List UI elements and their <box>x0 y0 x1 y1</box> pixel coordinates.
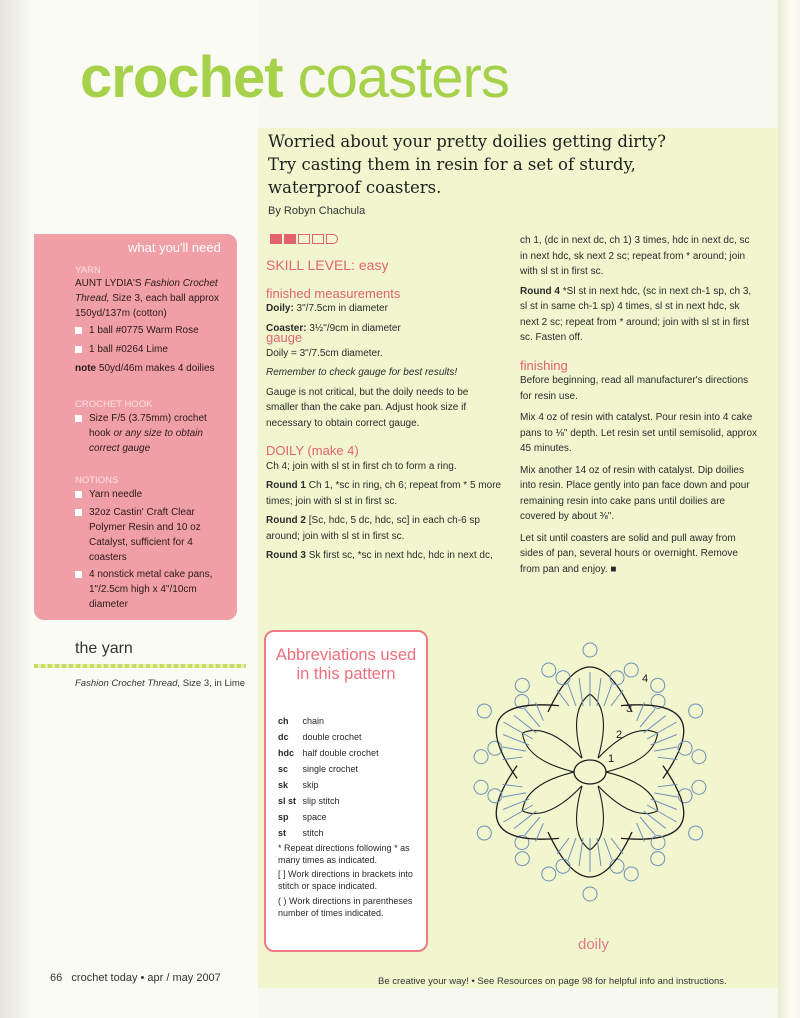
round-label: 1 <box>608 753 615 765</box>
doily-heading: DOILY (make 4) <box>266 443 359 458</box>
skill-level-box <box>312 234 324 244</box>
pattern-column-2 <box>520 233 758 577</box>
page-fold <box>0 0 34 1018</box>
page-number: 66 <box>50 972 63 984</box>
round-label: 4 <box>642 673 649 685</box>
picot-loop <box>624 663 638 677</box>
notion-item: Yarn needle <box>75 487 230 502</box>
stitch-mark <box>597 838 601 866</box>
stitch-mark <box>636 817 659 835</box>
picot-loop <box>553 857 572 876</box>
abbreviation-note: ( ) Work directions in parentheses number of times indicated. <box>278 896 413 918</box>
footer-tagline: Be creative your way! • See Resources on page 98 for helpful info and instructions. <box>378 976 727 987</box>
finishing-para: Mix 4 oz of resin with catalyst. Pour resin into 4 cake pans to ⅛" depth. Let resin set until semisolid, approx 45 minutes. <box>520 412 758 454</box>
skill-level-box <box>326 234 338 244</box>
abbreviation-row: hdc half double crochet <box>278 748 379 758</box>
yarn-item: 1 ball #0775 Warm Rose <box>75 323 230 338</box>
hook-label: CROCHET HOOK <box>75 399 153 410</box>
notion-item: 32oz Castin' Craft Clear Polymer Resin and 10 oz Catalyst, sufficient for 4 coasters <box>75 505 225 565</box>
finishing-para: Mix another 14 oz of resin with catalyst. Dip doilies into resin. Place gently into pan face down and pour remaining resin into cake pans until doilies are covered by about ⅜". <box>520 464 750 522</box>
picot-loop <box>475 701 494 720</box>
stitch-mark <box>651 795 677 812</box>
stitch-mark <box>521 709 544 727</box>
abbreviation-row: sk skip <box>278 780 319 790</box>
abbreviation-row: sc single crochet <box>278 764 359 774</box>
abbreviations-title: Abbreviations used in this pattern <box>275 646 417 683</box>
picot-loop <box>553 668 572 687</box>
yarn-note: note 50yd/46m makes 4 doilies <box>75 363 215 374</box>
picot-loop <box>624 867 638 881</box>
doily-petal <box>515 786 665 901</box>
yarn-divider <box>34 664 246 668</box>
round-2: Round 2 [Sc, hdc, 5 dc, hdc, sc] in each ch-6 sp around; join with sl st in first sc. <box>266 515 480 542</box>
stitch-mark <box>503 731 529 748</box>
stitch-mark <box>503 740 526 758</box>
notions-label: NOTIONS <box>75 475 119 486</box>
doily-petal <box>565 642 740 830</box>
round-3-continued: ch 1, (dc in next dc, ch 1) 3 times, hdc in next dc, sc in next hdc, sk next 2 sc; repeat from * around; join with sl st in first sc. <box>520 235 750 277</box>
gauge-heading-text: gauge <box>266 330 303 345</box>
picot-loop <box>607 668 626 687</box>
gauge-reminder: Remember to check gauge for best results! <box>266 367 458 378</box>
stitch-mark <box>651 731 677 748</box>
materials-heading: what you'll need <box>128 240 221 255</box>
skill-level-box <box>284 234 296 244</box>
skill-level-box <box>298 234 310 244</box>
stitch-mark <box>502 749 522 767</box>
yarn-caption: Fashion Crochet Thread, Size 3, in Lime <box>75 678 246 689</box>
abbreviation-row: ch chain <box>278 716 325 726</box>
stitch-mark <box>521 817 544 835</box>
round-4: Round 4 *Sl st in next hdc, (sc in next ch-1 sp, ch 3, sl st in same ch-1 sp) 4 times, sl st in next hdc, sk next 2 sc; repeat from * around; join with sl st in first sc. Fasten off. <box>520 285 752 343</box>
picot-loop <box>542 867 556 881</box>
stitch-mark <box>654 786 677 804</box>
page-edge <box>778 0 800 1018</box>
pattern-column-1 <box>266 258 502 564</box>
stitch-mark <box>579 678 583 706</box>
picot-loop <box>542 663 556 677</box>
round-1: Round 1 Ch 1, *sc in ring, ch 6; repeat from * 5 more times; join with sl st in first sc. <box>266 480 502 507</box>
footer-folio <box>50 972 221 984</box>
doily-petal <box>441 642 616 830</box>
picot-loop <box>583 643 597 657</box>
round-3: Round 3 Sk first sc, *sc in next hdc, hdc in next dc, <box>266 550 493 561</box>
yarn-description: AUNT LYDIA'S Fashion Crochet Thread, Size 3, each ball approx 150yd/137m (cotton) <box>75 278 219 319</box>
diagram-petals <box>441 642 740 901</box>
stitch-mark <box>658 749 678 767</box>
finishing-heading: finishing <box>520 357 568 373</box>
stitch-mark <box>597 678 601 706</box>
finished-heading: finished measurements <box>266 285 401 301</box>
abbreviation-row: st stitch <box>278 828 324 838</box>
stitch-mark <box>604 838 612 860</box>
picot-loop <box>513 676 532 695</box>
stitch-mark <box>579 838 583 866</box>
finishing-para: Before beginning, read all manufacturer's directions for resin use. <box>520 375 749 402</box>
page-title: crochet coasters <box>80 45 509 110</box>
intro-text: Worried about your pretty doilies getting dirty? Try casting them in resin for a set of sturdy, waterproof coasters. <box>268 132 666 197</box>
picot-loop <box>686 701 705 720</box>
round-label: 3 <box>626 703 633 715</box>
skill-level: SKILL LEVEL: easy <box>266 257 389 273</box>
gauge-value: Doily = 3"/7.5cm diameter. <box>266 347 383 359</box>
notion-item: 4 nonstick metal cake pans, 1"/2.5cm high x 4"/10cm diameter <box>75 567 225 612</box>
diagram-center <box>574 760 606 784</box>
gauge-text: Gauge is not critical, but the doily needs to be smaller than the cake pan. Adjust hook size if necessary to obtain correct gauge. <box>266 386 469 429</box>
diagram-caption: doily <box>578 936 609 953</box>
stitch-mark <box>503 795 529 812</box>
abbreviation-row: sl st slip stitch <box>278 796 340 806</box>
stitch-mark <box>654 740 677 758</box>
doily-petal <box>565 714 740 902</box>
stitch-mark <box>604 684 612 706</box>
abbreviation-note: * Repeat directions following * as many times as indicated. <box>278 843 410 865</box>
picot-loop <box>648 849 667 868</box>
doily-size: Doily: 3"/7.5cm in diameter <box>266 303 388 314</box>
doily-start: Ch 4; join with sl st in first ch to form a ring. <box>266 460 457 472</box>
yarn-item: 1 ball #0264 Lime <box>75 342 230 357</box>
stitch-mark <box>502 776 522 794</box>
abbreviation-row: sp space <box>278 812 327 822</box>
abbreviation-row: dc double crochet <box>278 732 362 742</box>
finishing-para: Let sit until coasters are solid and pull away from sides of pan, several hours or overnight. Remove from pan and enjoy. ■ <box>520 532 738 575</box>
round-label: 2 <box>616 729 623 741</box>
doily-petal <box>515 643 665 758</box>
picot-loop <box>513 849 532 868</box>
picot-loop <box>583 887 597 901</box>
coaster-size: Coaster: 3½"/9cm in diameter <box>266 322 401 334</box>
stitch-mark <box>568 684 576 706</box>
stitch-mark <box>636 709 659 727</box>
skill-level-box <box>270 234 282 244</box>
doily-petal <box>441 714 616 902</box>
stitch-mark <box>557 690 569 706</box>
stitch-mark <box>568 838 576 860</box>
picot-loop <box>686 823 705 842</box>
magazine-issue: crochet today • apr / may 2007 <box>71 972 221 984</box>
picot-loop <box>475 823 494 842</box>
doily-stitch-diagram <box>440 612 740 932</box>
yarn-label: YARN <box>75 265 101 276</box>
stitch-mark <box>557 838 569 854</box>
yarn-heading: the yarn <box>75 640 133 657</box>
picot-loop <box>648 676 667 695</box>
hook-item: Size F/5 (3.75mm) crochet hook or any size to obtain correct gauge <box>75 411 225 456</box>
stitch-mark <box>658 776 678 794</box>
stitch-mark <box>611 838 623 854</box>
byline: By Robyn Chachula <box>268 205 366 217</box>
stitch-mark <box>503 786 526 804</box>
stitch-mark <box>611 690 623 706</box>
abbreviation-note: [ ] Work directions in brackets into stitch or space indicated. <box>278 869 413 891</box>
